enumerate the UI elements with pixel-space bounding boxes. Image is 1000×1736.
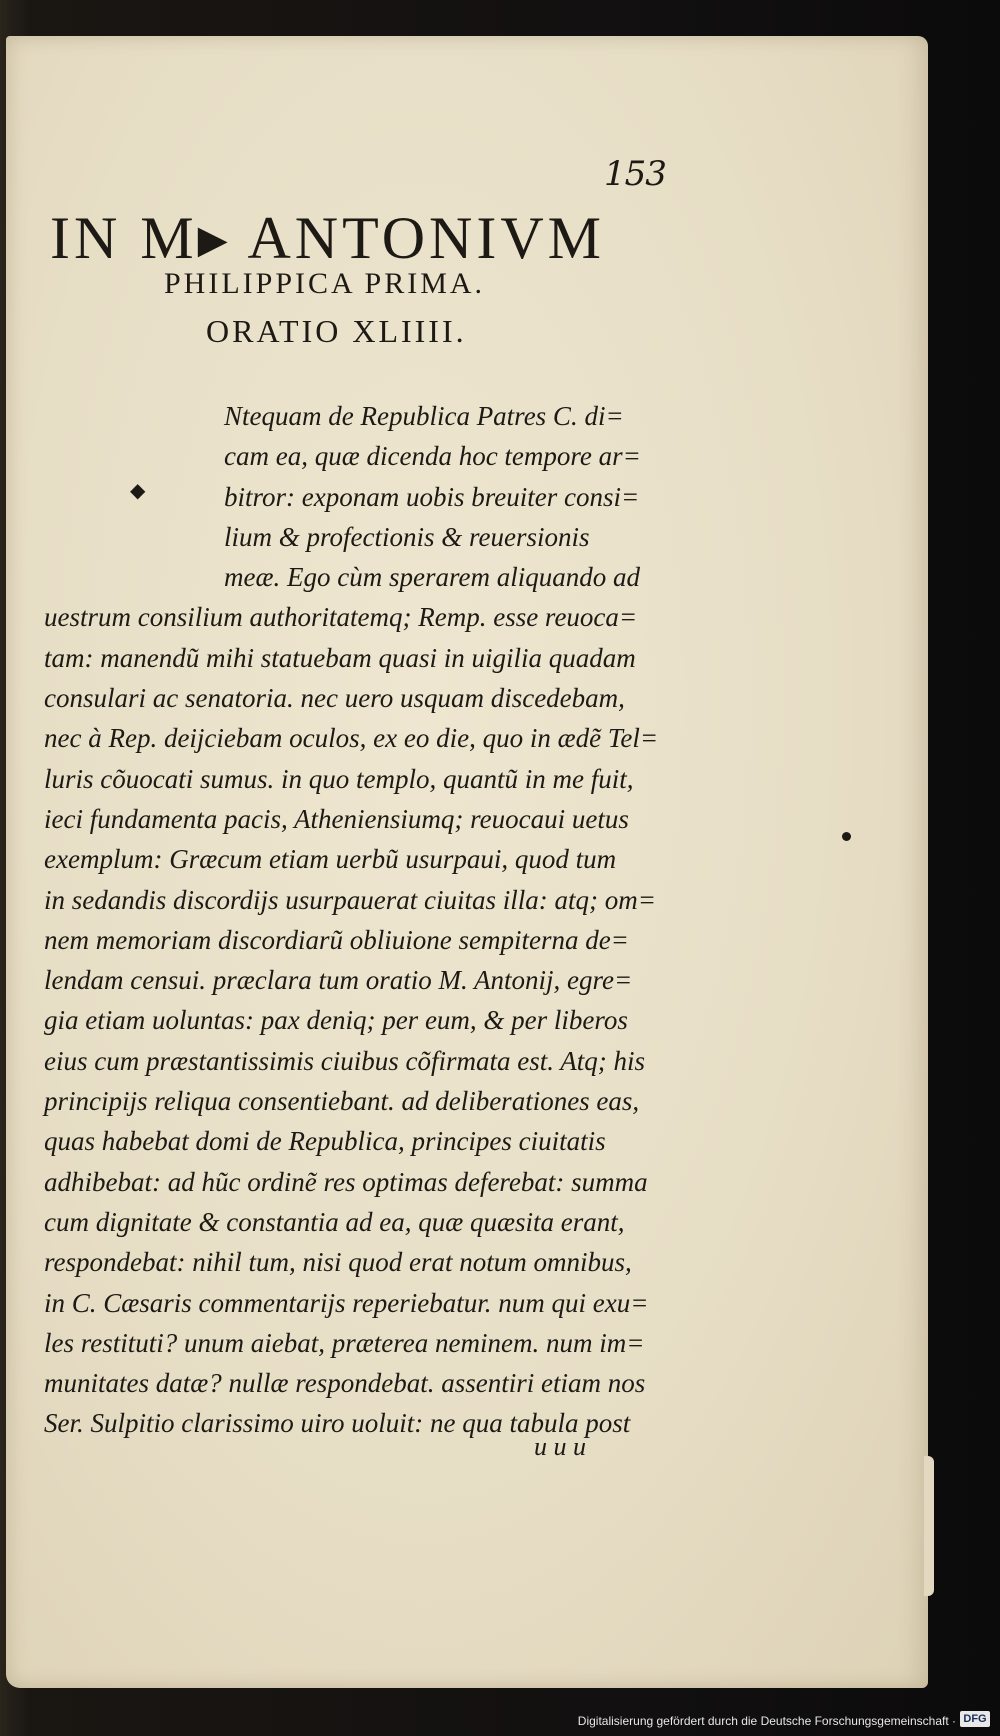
ink-speck xyxy=(842,832,851,841)
text-line: respondebat: nihil tum, nisi quod erat notum omnibus, xyxy=(44,1247,632,1278)
text-line: bitror: exponam uobis breuiter consi= xyxy=(224,481,640,512)
text-line: in sedandis discordijs usurpauerat ciuitas illa: atq; om= xyxy=(44,884,656,915)
text-line: tam: manendũ mihi statuebam quasi in uigilia quadam xyxy=(44,642,636,673)
text-line: exemplum: Græcum etiam uerbũ usurpaui, quod tum xyxy=(44,844,617,875)
text-line: consulari ac senatoria. nec uero usquam discedebam, xyxy=(44,683,625,714)
text-line: in C. Cæsaris commentarijs reperiebatur. num qui exu= xyxy=(44,1287,649,1318)
page-number: 153 xyxy=(604,154,666,194)
text-line: quas habebat domi de Republica, principes ciuitatis xyxy=(44,1126,606,1157)
text-line: cam ea, quæ dicenda hoc tempore ar= xyxy=(224,441,641,472)
text-line: Ntequam de Republica Patres C. di= xyxy=(224,401,624,431)
heading-oration-number: ORATIO XLIIII. xyxy=(206,313,467,349)
text-line: munitates datæ? nullæ respondebat. assentiri etiam nos xyxy=(44,1368,646,1399)
text-line: ieci fundamenta pacis, Atheniensiumq; reuocaui uetus xyxy=(44,803,629,834)
digitization-credit: Digitalisierung gefördert durch die Deutsche Forschungsgemeinschaft · xyxy=(577,1714,956,1728)
text-line: eius cum præstantissimis ciuibus cõfirmata est. Atq; his xyxy=(44,1045,646,1076)
text-line: adhibebat: ad hũc ordinẽ res optimas deferebat: summa xyxy=(44,1166,648,1197)
text-line: lium & profectionis & reuersionis xyxy=(224,521,590,552)
margin-marker-icon: ◆ xyxy=(130,478,146,502)
text-line: lendam censui. præclara tum oratio M. Antonij, egre= xyxy=(44,965,633,996)
text-line: cum dignitate & constantia ad ea, quæ quæsita erant, xyxy=(44,1206,625,1237)
text-line: principijs reliqua consentiebant. ad deliberationes eas, xyxy=(44,1086,640,1117)
heading-subtitle: PHILIPPICA PRIMA. xyxy=(164,267,486,300)
text-line: meæ. Ego cùm sperarem aliquando ad xyxy=(224,562,640,593)
text-line: luris cõuocati sumus. in quo templo, quantũ in me fuit, xyxy=(44,763,634,794)
dfg-logo: DFG xyxy=(960,1711,990,1727)
catchword: u u u xyxy=(534,1432,586,1461)
text-line: nec à Rep. deijciebam oculos, ex eo die, quo in ædẽ Tel= xyxy=(44,723,659,754)
text-line: uestrum consilium authoritatemq; Remp. esse reuoca= xyxy=(44,602,638,633)
body-text xyxy=(44,396,684,1444)
text-line: Ser. Sulpitio clarissimo uiro uoluit: ne qua tabula post xyxy=(44,1408,631,1439)
heading-title: IN M▸ ANTONIVM xyxy=(50,205,606,271)
text-line: les restituti? unum aiebat, præterea neminem. num im= xyxy=(44,1327,645,1358)
text-line: nem memoriam discordiarũ obliuione sempiterna de= xyxy=(44,924,629,955)
text-line: gia etiam uoluntas: pax deniq; per eum, & per liberos xyxy=(44,1005,628,1036)
